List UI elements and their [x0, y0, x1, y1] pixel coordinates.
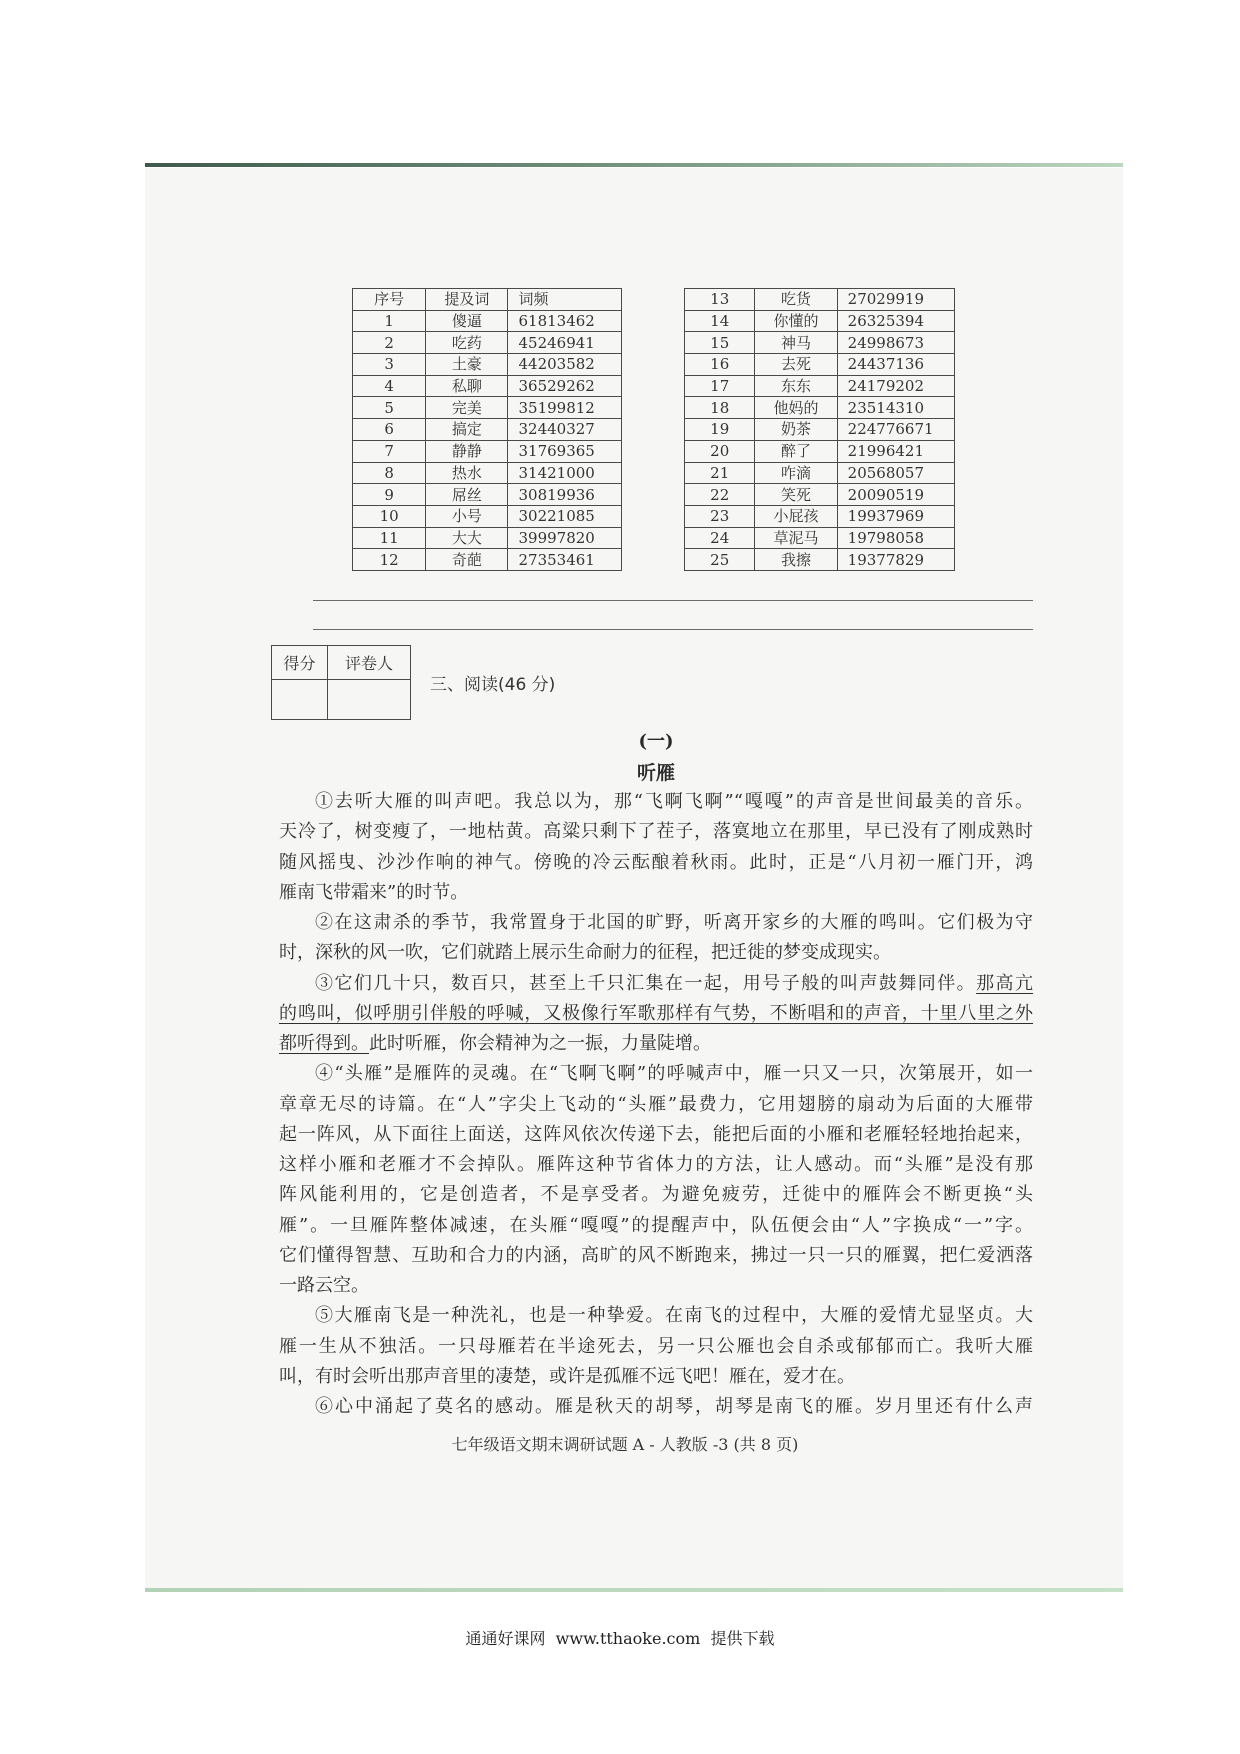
table-row — [353, 549, 622, 571]
cell-frequency: 19937969 — [837, 505, 954, 527]
passage-line — [279, 1392, 1033, 1422]
cell-word: 大大 — [426, 527, 508, 549]
cell-index: 3 — [353, 354, 426, 376]
passage-line — [279, 1180, 1033, 1210]
cell-word: 笑死 — [755, 484, 837, 506]
cell-frequency: 30819936 — [508, 484, 622, 506]
table-row — [685, 440, 955, 462]
cell-word: 他妈的 — [755, 397, 837, 419]
line-text: 它们懂得智慧、互助和合力的内涵，高旷的风不断跑来，拂过一只一只的雁翼，把仁爱洒落 — [279, 1244, 1033, 1266]
cell-word: 草泥马 — [755, 527, 837, 549]
word-frequency-table-left — [352, 288, 622, 571]
score-cell — [272, 680, 328, 720]
table-row — [685, 397, 955, 419]
cell-frequency: 26325394 — [837, 310, 954, 332]
score-label: 得分 — [272, 646, 328, 680]
passage-line — [279, 969, 1033, 999]
cell-frequency: 27029919 — [837, 289, 954, 311]
cell-frequency: 35199812 — [508, 397, 622, 419]
cell-word: 吃货 — [755, 289, 837, 311]
line-text: 阵风能利用的，它是创造者，不是享受者。为避免疲劳，迁徙中的雁阵会不断更换“头 — [279, 1184, 1033, 1206]
table-row — [353, 419, 622, 441]
cell-frequency: 44203582 — [508, 354, 622, 376]
table-row — [685, 310, 955, 332]
cell-word: 静静 — [426, 440, 508, 462]
cell-frequency: 19798058 — [837, 527, 954, 549]
cell-frequency: 20090519 — [837, 484, 954, 506]
top-green-rule — [145, 163, 1123, 167]
cell-word: 搞定 — [426, 419, 508, 441]
line-text: 时，深秋的风一吹，它们就踏上展示生命耐力的征程，把迁徙的梦变成现实。 — [279, 942, 891, 964]
cell-word: 你懂的 — [755, 310, 837, 332]
line-text: 天冷了，树变瘦了，一地枯黄。高粱只剩下了茬子，落寞地立在那里，早已没有了刚成熟时 — [279, 821, 1033, 843]
cell-frequency: 23514310 — [837, 397, 954, 419]
site-credit: 通通好课网 www.tthaoke.com 提供下载 — [465, 1629, 775, 1648]
header-index: 序号 — [353, 289, 426, 311]
line-text: ②在这肃杀的季节，我常置身于北国的旷野，听离开家乡的大雁的鸣叫。它们极为守 — [315, 912, 1033, 933]
answer-line — [313, 600, 1033, 601]
cell-word: 咋滴 — [755, 462, 837, 484]
table-row — [353, 375, 622, 397]
cell-index: 2 — [353, 332, 426, 354]
passage-line — [279, 1059, 1033, 1089]
grader-label: 评卷人 — [327, 646, 410, 680]
cell-word: 东东 — [755, 375, 837, 397]
cell-index: 19 — [685, 419, 755, 441]
table-row — [353, 527, 622, 549]
line-text: 雁南飞带霜来”的时节。 — [279, 881, 469, 903]
line-text: 一路云空。 — [279, 1275, 369, 1296]
cell-frequency: 31421000 — [508, 462, 622, 484]
cell-word: 热水 — [426, 462, 508, 484]
cell-index: 17 — [685, 375, 755, 397]
header-frequency: 词频 — [508, 289, 622, 311]
cell-index: 4 — [353, 375, 426, 397]
passage-line — [279, 938, 1033, 968]
table-row — [685, 549, 955, 571]
cell-index: 21 — [685, 462, 755, 484]
line-text: 起一阵风，从下面往上面送，这阵风依次传递下去，能把后面的小雁和老雁轻轻地抬起来， — [279, 1123, 1033, 1145]
passage-line — [279, 1301, 1033, 1331]
table-row — [353, 332, 622, 354]
passage-line — [279, 1211, 1033, 1241]
cell-frequency: 224776671 — [837, 419, 954, 441]
cell-word: 我擦 — [755, 549, 837, 571]
passage-line — [279, 1241, 1033, 1271]
passage-line — [279, 1150, 1033, 1180]
cell-frequency: 32440327 — [508, 419, 622, 441]
passage-title: 听雁 — [636, 762, 675, 784]
passage-body — [279, 787, 1033, 1422]
passage-line — [279, 1120, 1033, 1150]
answer-line — [313, 629, 1033, 630]
table-row — [685, 419, 955, 441]
underlined-text: 都听得到。 — [279, 1033, 369, 1054]
cell-index: 24 — [685, 527, 755, 549]
table-row — [685, 462, 955, 484]
cell-index: 8 — [353, 462, 426, 484]
line-text: 这样小雁和老雁才不会掉队。雁阵这种节省体力的方法，让人感动。而“头雁”是没有那 — [279, 1154, 1033, 1175]
cell-index: 14 — [685, 310, 755, 332]
line-text: 此时听雁，你会精神为之一振，力量陡增。 — [369, 1033, 711, 1054]
table-row — [353, 397, 622, 419]
cell-index: 7 — [353, 440, 426, 462]
table-row — [685, 354, 955, 376]
table-row — [353, 289, 622, 311]
cell-word: 傻逼 — [426, 310, 508, 332]
cell-word: 奶茶 — [755, 419, 837, 441]
cell-frequency: 30221085 — [508, 505, 622, 527]
passage-line — [279, 787, 1033, 817]
passage-line — [279, 817, 1033, 847]
cell-frequency: 24437136 — [837, 354, 954, 376]
line-text: 随风摇曳、沙沙作响的神气。傍晚的冷云酝酿着秋雨。此时，正是“八月初一雁门开，鸿 — [279, 851, 1033, 873]
cell-word: 神马 — [755, 332, 837, 354]
table-row — [685, 505, 955, 527]
table-row — [685, 375, 955, 397]
cell-word: 小屁孩 — [755, 505, 837, 527]
line-text: ①去听大雁的叫声吧。我总以为，那“飞啊飞啊”“嘎嘎”的声音是世间最美的音乐。 — [315, 791, 1033, 812]
line-text: 雁”。一旦雁阵整体减速，在头雁“嘎嘎”的提醒声中，队伍便会由“人”字换成“一”字。 — [279, 1214, 1033, 1236]
word-frequency-table-right — [684, 288, 955, 571]
passage-line — [279, 848, 1033, 878]
cell-index: 15 — [685, 332, 755, 354]
cell-word: 屌丝 — [426, 484, 508, 506]
line-text: ⑥心中涌起了莫名的感动。雁是秋天的胡琴，胡琴是南飞的雁。岁月里还有什么声 — [315, 1396, 1033, 1417]
line-text: ③它们几十只，数百只，甚至上千只汇集在一起，用号子般的叫声鼓舞同伴。 — [315, 972, 977, 994]
table-row — [353, 354, 622, 376]
passage-number: (一) — [638, 731, 674, 752]
exam-page-footer: 七年级语文期末调研试题 A - 人教版 -3 (共 8 页) — [451, 1435, 799, 1454]
table-row — [353, 310, 622, 332]
underlined-text: 的鸣叫，似呼朋引伴般的呼喊，又极像行军歌那样有气势，不断唱和的声音，十里八里之外 — [279, 1002, 1033, 1024]
cell-frequency: 24998673 — [837, 332, 954, 354]
table-body-left — [353, 289, 622, 571]
cell-index: 20 — [685, 440, 755, 462]
cell-word: 去死 — [755, 354, 837, 376]
cell-word: 土豪 — [426, 354, 508, 376]
table-body-right — [685, 289, 955, 571]
passage-line — [279, 908, 1033, 938]
cell-word: 醉了 — [755, 440, 837, 462]
cell-word: 奇葩 — [426, 549, 508, 571]
header-word: 提及词 — [426, 289, 508, 311]
table-row — [353, 462, 622, 484]
table-row — [685, 484, 955, 506]
score-box — [271, 645, 411, 720]
grader-cell — [327, 680, 410, 720]
table-row — [685, 289, 955, 311]
cell-frequency: 45246941 — [508, 332, 622, 354]
line-text: 雁一生从不独活。一只母雁若在半途死去，另一只公雁也会自杀或郁郁而亡。我听大雁 — [279, 1335, 1033, 1357]
cell-index: 10 — [353, 505, 426, 527]
passage-line — [279, 1332, 1033, 1362]
underlined-text: 那高亢 — [976, 972, 1033, 994]
cell-index: 25 — [685, 549, 755, 571]
cell-index: 11 — [353, 527, 426, 549]
section-title: 三、阅读(46 分) — [430, 675, 556, 695]
cell-index: 9 — [353, 484, 426, 506]
cell-index: 13 — [685, 289, 755, 311]
passage-line — [279, 1362, 1033, 1392]
table-row — [353, 440, 622, 462]
cell-index: 12 — [353, 549, 426, 571]
table-row — [353, 484, 622, 506]
bottom-green-rule — [145, 1588, 1123, 1592]
cell-frequency: 36529262 — [508, 375, 622, 397]
cell-frequency: 39997820 — [508, 527, 622, 549]
line-text: ⑤大雁南飞是一种洗礼，也是一种挚爱。在南飞的过程中，大雁的爱情尤显坚贞。大 — [315, 1305, 1033, 1327]
cell-index: 22 — [685, 484, 755, 506]
cell-index: 18 — [685, 397, 755, 419]
cell-index: 5 — [353, 397, 426, 419]
table-row — [685, 527, 955, 549]
cell-index: 16 — [685, 354, 755, 376]
cell-word: 完美 — [426, 397, 508, 419]
cell-word: 吃药 — [426, 332, 508, 354]
cell-index: 6 — [353, 419, 426, 441]
line-text: ④“头雁”是雁阵的灵魂。在“飞啊飞啊”的呼喊声中，雁一只又一只，次第展开，如一 — [315, 1063, 1033, 1085]
cell-frequency: 19377829 — [837, 549, 954, 571]
passage-line — [279, 999, 1033, 1029]
table-row — [353, 505, 622, 527]
cell-frequency: 27353461 — [508, 549, 622, 571]
passage-line — [279, 1271, 1033, 1301]
passage-line — [279, 878, 1033, 908]
line-text: 叫，有时会听出那声音里的凄楚，或许是孤雁不远飞吧！雁在，爱才在。 — [279, 1365, 855, 1387]
table-row — [685, 332, 955, 354]
passage-line — [279, 1029, 1033, 1059]
cell-frequency: 21996421 — [837, 440, 954, 462]
cell-frequency: 31769365 — [508, 440, 622, 462]
cell-frequency: 20568057 — [837, 462, 954, 484]
cell-frequency: 24179202 — [837, 375, 954, 397]
cell-frequency: 61813462 — [508, 310, 622, 332]
cell-index: 1 — [353, 310, 426, 332]
cell-word: 小号 — [426, 505, 508, 527]
cell-word: 私聊 — [426, 375, 508, 397]
cell-index: 23 — [685, 505, 755, 527]
passage-line — [279, 1090, 1033, 1120]
line-text: 章章无尽的诗篇。在“人”字尖上飞动的“头雁”最费力，它用翅膀的扇动为后面的大雁带 — [279, 1093, 1033, 1115]
